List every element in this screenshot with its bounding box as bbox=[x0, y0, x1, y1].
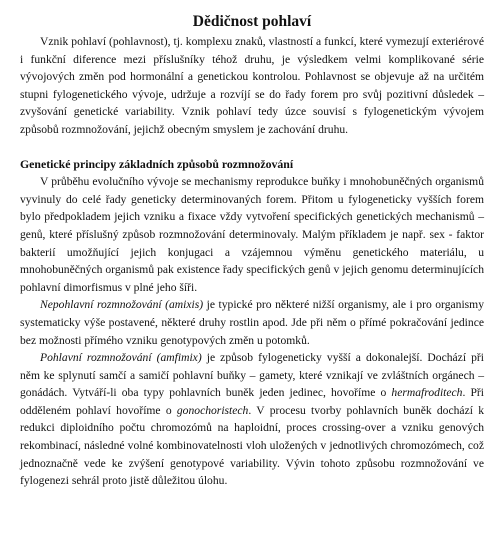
sexual-reproduction-text-2: . Při odděleném pohlaví hovoříme o bbox=[20, 386, 485, 417]
document-title: Dědičnost pohlaví bbox=[192, 13, 312, 30]
sexual-reproduction-text-1: je způsob fylogeneticky vyšší a dokonalejší. Dochází při něm ke splynutí samčí a samičí pohlavní buňky – gamety, které vznikají ve zvláštních orgánech – gonádách. Vytváří-li oba typy pohlavních buněk jeden jedinec, hovoříme o bbox=[20, 351, 484, 400]
intro-paragraph: Vznik pohlaví (pohlavnost), tj. komplexu znaků, vlastností a funkcí, které vymezují exteriérové i funkční diference mezi příslušníky téhož druhu, je výsledkem velmi komplikované série vývojových změn pod hormonální a genetickou kontrolou. Pohlavnost se objevuje až na určitém stupni fylogenetického vývoje, udržuje a rozvíjí se do řady forem pro svůj pozitivní důsledek – zvyšování genetické variability. Vznik pohlaví tedy úzce souvisí s fylogenetickým vývojem způsobů rozmnožování, jejichž obecným smyslem je zachování druhu. bbox=[20, 35, 484, 136]
reproduction-mechanisms-paragraph: V průběhu evolučního vývoje se mechanismy reprodukce buňky i mnohobuněčných organismů vyvinuly do celé řady geneticky determinovaných forem. Přitom u fylogeneticky vyšších forem bylo předpokladem jejich vzniku a fixace vždy vytvoření specifických genetických mechanismů – genů, které příslušný způsob rozmnožování determinovaly. Malým příkladem je např. sex - faktor bakterií umožňující jejich konjugaci a vzájemnou výměnu genetického materiálu, u mnohobuněčných organismů pak existence řady specifických genů v jejich genomu determinujících pohlavní dimorfismus v plné jeho šíři. bbox=[20, 175, 484, 294]
sexual-reproduction-paragraph bbox=[20, 349, 484, 490]
gonochorist-term: gonochoristech bbox=[176, 403, 249, 417]
sexual-reproduction-term: Pohlavní rozmnožování (amfimix) bbox=[40, 351, 202, 365]
document-page bbox=[20, 12, 484, 490]
asexual-reproduction-term: Nepohlavní rozmnožování (amixis) bbox=[40, 298, 204, 312]
section-heading: Genetické principy základních způsobů rozmnožování bbox=[20, 156, 294, 171]
sexual-reproduction-text-3: . V procesu tvorby pohlavních buněk dochází k redukci diploidního počtu chromozómů na haploidní, proces crossing-over a vzniku genových rekombinací, následné volné kombinovatelnosti vloh uložených v jednotlivých chromozómech, což jednoznačně vede ke zvýšení genotypové variability. Vývin tohoto způsobu rozmnožování ve fylogenezi sehrál proto jistě důležitou úlohu. bbox=[20, 403, 484, 488]
hermaphrodite-term: hermafroditech bbox=[391, 386, 463, 400]
asexual-reproduction-paragraph bbox=[20, 296, 484, 349]
asexual-reproduction-text: je typické pro některé nižší organismy, ale i pro organismy systematicky výše postavené, některé druhy rostlin apod. Jde při něm o přímé pokračování jedince bez možnosti přímého vzniku genotypových změn u potomků. bbox=[20, 298, 485, 347]
